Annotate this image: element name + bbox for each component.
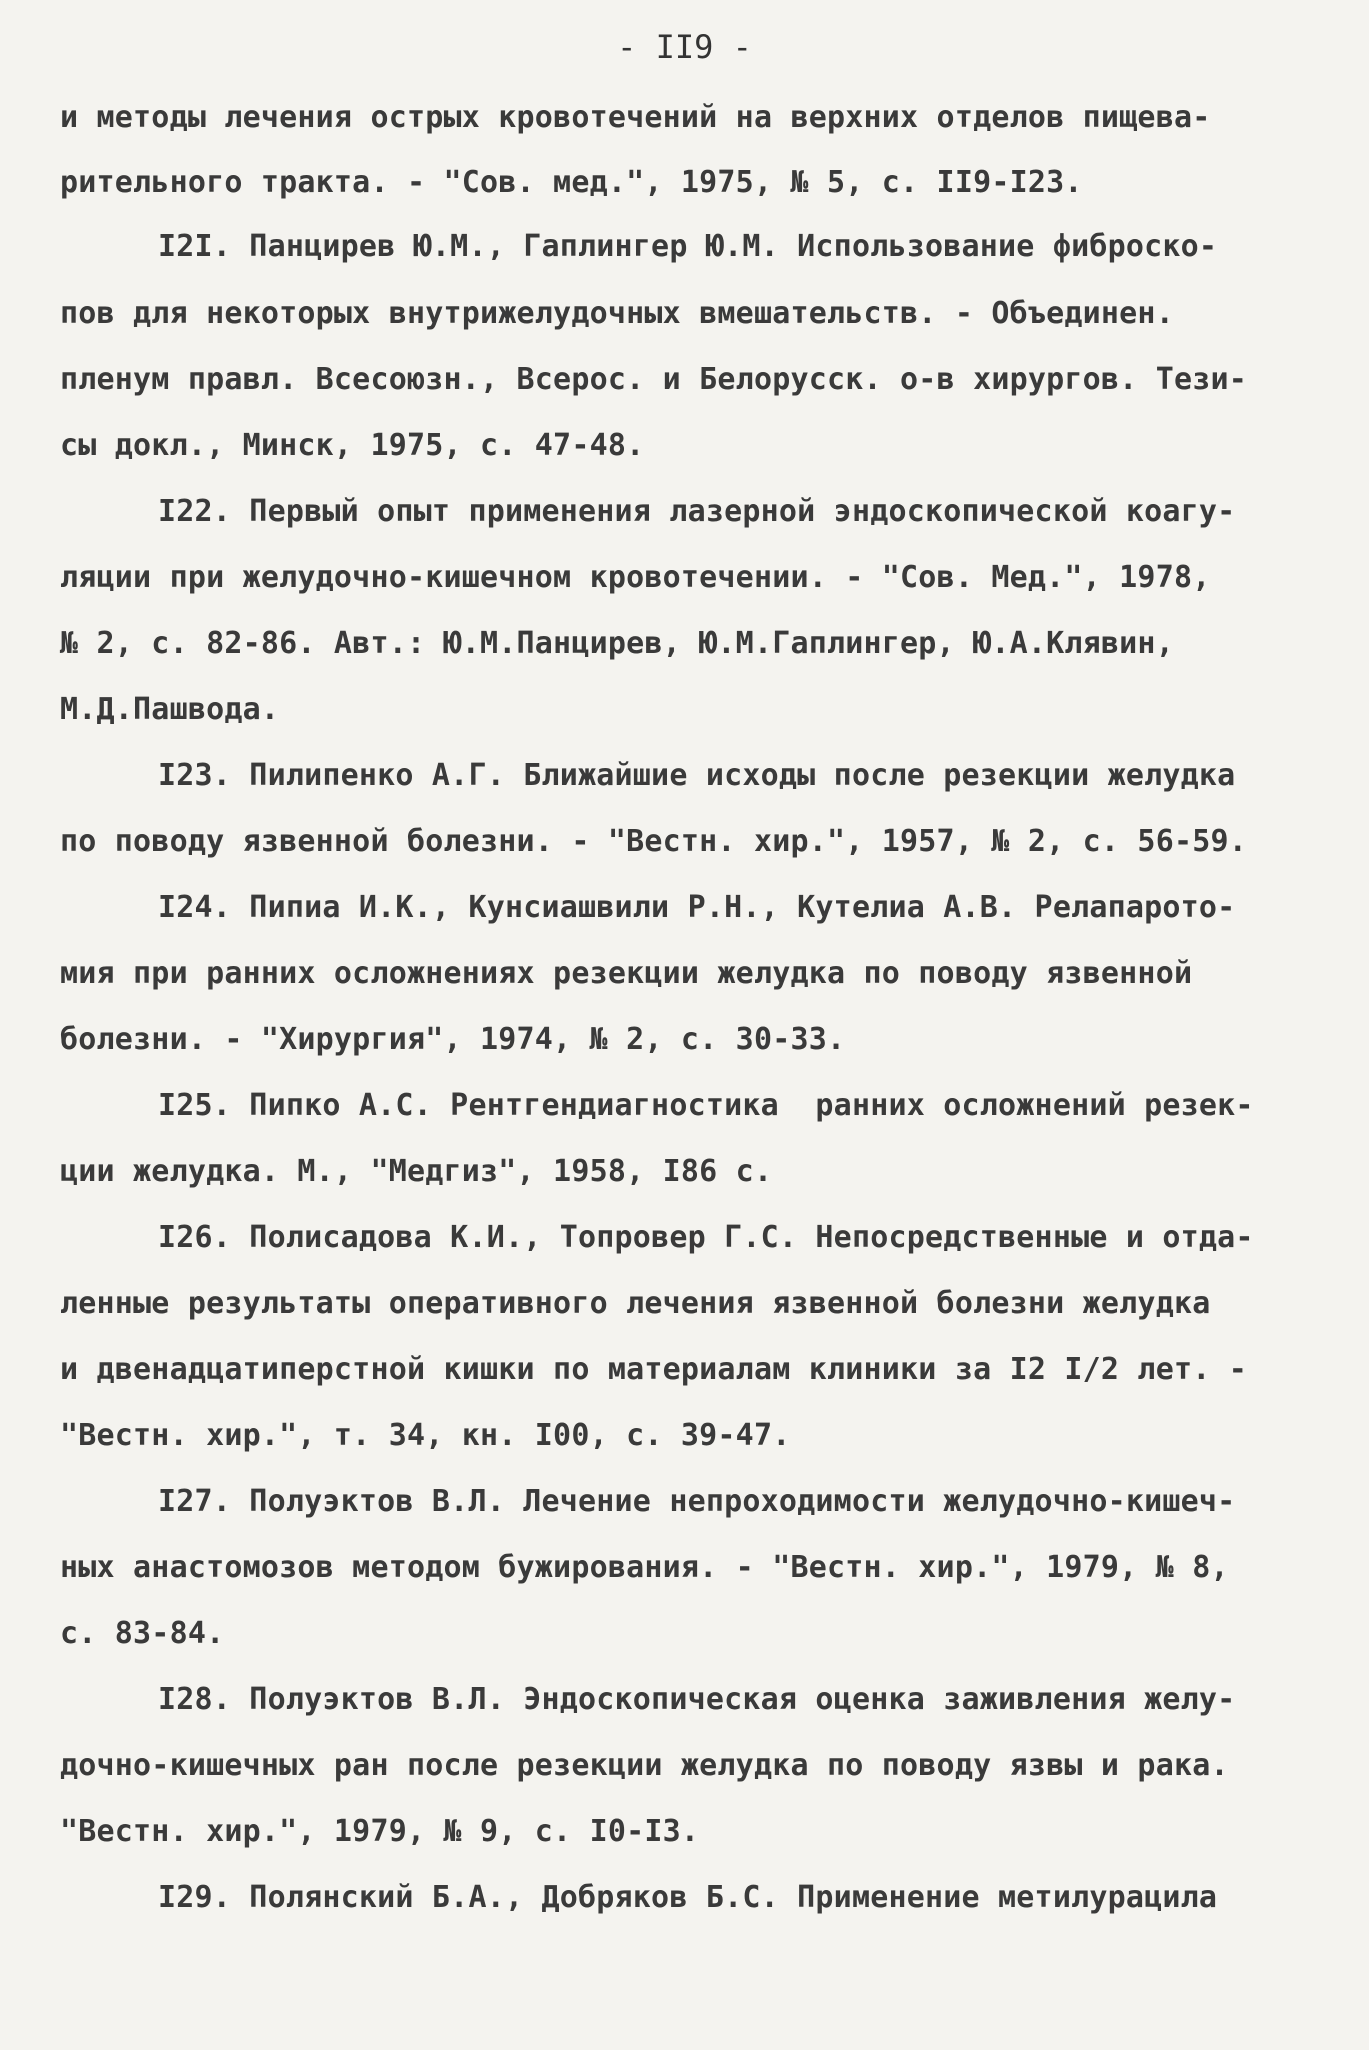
text-line: "Вестн. хир.", 1979, № 9, с. I0-I3. bbox=[60, 1814, 700, 1849]
reference-129: I29. Полянский Б.А., Добряков Б.С. Применение метилурацила bbox=[158, 1880, 1218, 1915]
reference-128: I28. Полуэктов В.Л. Эндоскопическая оценка заживления желу- bbox=[158, 1682, 1236, 1717]
text-line: ции желудка. М., "Медгиз", 1958, I86 с. bbox=[60, 1154, 773, 1189]
reference-124: I24. Пипиа И.К., Кунсиашвили Р.Н., Кутелиа А.В. Релапарото- bbox=[158, 890, 1236, 925]
text-line: ленные результаты оперативного лечения язвенной болезни желудка bbox=[60, 1286, 1211, 1321]
text-line: ных анастомозов методом бужирования. - "Вестн. хир.", 1979, № 8, bbox=[60, 1550, 1229, 1585]
reference-122: I22. Первый опыт применения лазерной эндоскопической коагу- bbox=[158, 494, 1236, 529]
text-line: и методы лечения острых кровотечений на верхних отделов пищева- bbox=[60, 100, 1211, 135]
text-line: и двенадцатиперстной кишки по материалам клиники за I2 I/2 лет. - bbox=[60, 1352, 1247, 1387]
reference-123: I23. Пилипенко А.Г. Ближайшие исходы после резекции желудка bbox=[158, 758, 1236, 793]
text-line: мия при ранних осложнениях резекции желудка по поводу язвенной bbox=[60, 956, 1193, 991]
text-line: по поводу язвенной болезни. - "Вестн. хир.", 1957, № 2, с. 56-59. bbox=[60, 824, 1247, 859]
text-line: рительного тракта. - "Сов. мед.", 1975, № 5, с. II9-I23. bbox=[60, 165, 1083, 200]
text-line: ляции при желудочно-кишечном кровотечении. - "Сов. Мед.", 1978, bbox=[60, 560, 1211, 595]
page-number: - II9 - bbox=[617, 28, 752, 66]
text-line: сы докл., Минск, 1975, с. 47-48. bbox=[60, 428, 645, 463]
reference-127: I27. Полуэктов В.Л. Лечение непроходимости желудочно-кишеч- bbox=[158, 1484, 1236, 1519]
reference-125: I25. Пипко А.С. Рентгендиагностика ранних осложнений резек- bbox=[158, 1088, 1254, 1123]
reference-121: I2I. Панцирев Ю.М., Гаплингер Ю.М. Использование фиброско- bbox=[158, 229, 1218, 264]
reference-126: I26. Полисадова К.И., Топровер Г.С. Непосредственные и отда- bbox=[158, 1220, 1254, 1255]
text-line: М.Д.Пашвода. bbox=[60, 692, 280, 727]
text-line: пленум правл. Всесоюзн., Всерос. и Белорусск. о-в хирургов. Тези- bbox=[60, 362, 1247, 397]
text-line: пов для некоторых внутрижелудочных вмешательств. - Объединен. bbox=[60, 296, 1174, 331]
text-line: болезни. - "Хирургия", 1974, № 2, с. 30-33. bbox=[60, 1022, 846, 1057]
text-line: № 2, с. 82-86. Авт.: Ю.М.Панцирев, Ю.М.Гаплингер, Ю.А.Клявин, bbox=[60, 626, 1174, 661]
text-line: с. 83-84. bbox=[60, 1616, 225, 1651]
text-line: дочно-кишечных ран после резекции желудка по поводу язвы и рака. bbox=[60, 1748, 1229, 1783]
text-line: "Вестн. хир.", т. 34, кн. I00, с. 39-47. bbox=[60, 1418, 791, 1453]
